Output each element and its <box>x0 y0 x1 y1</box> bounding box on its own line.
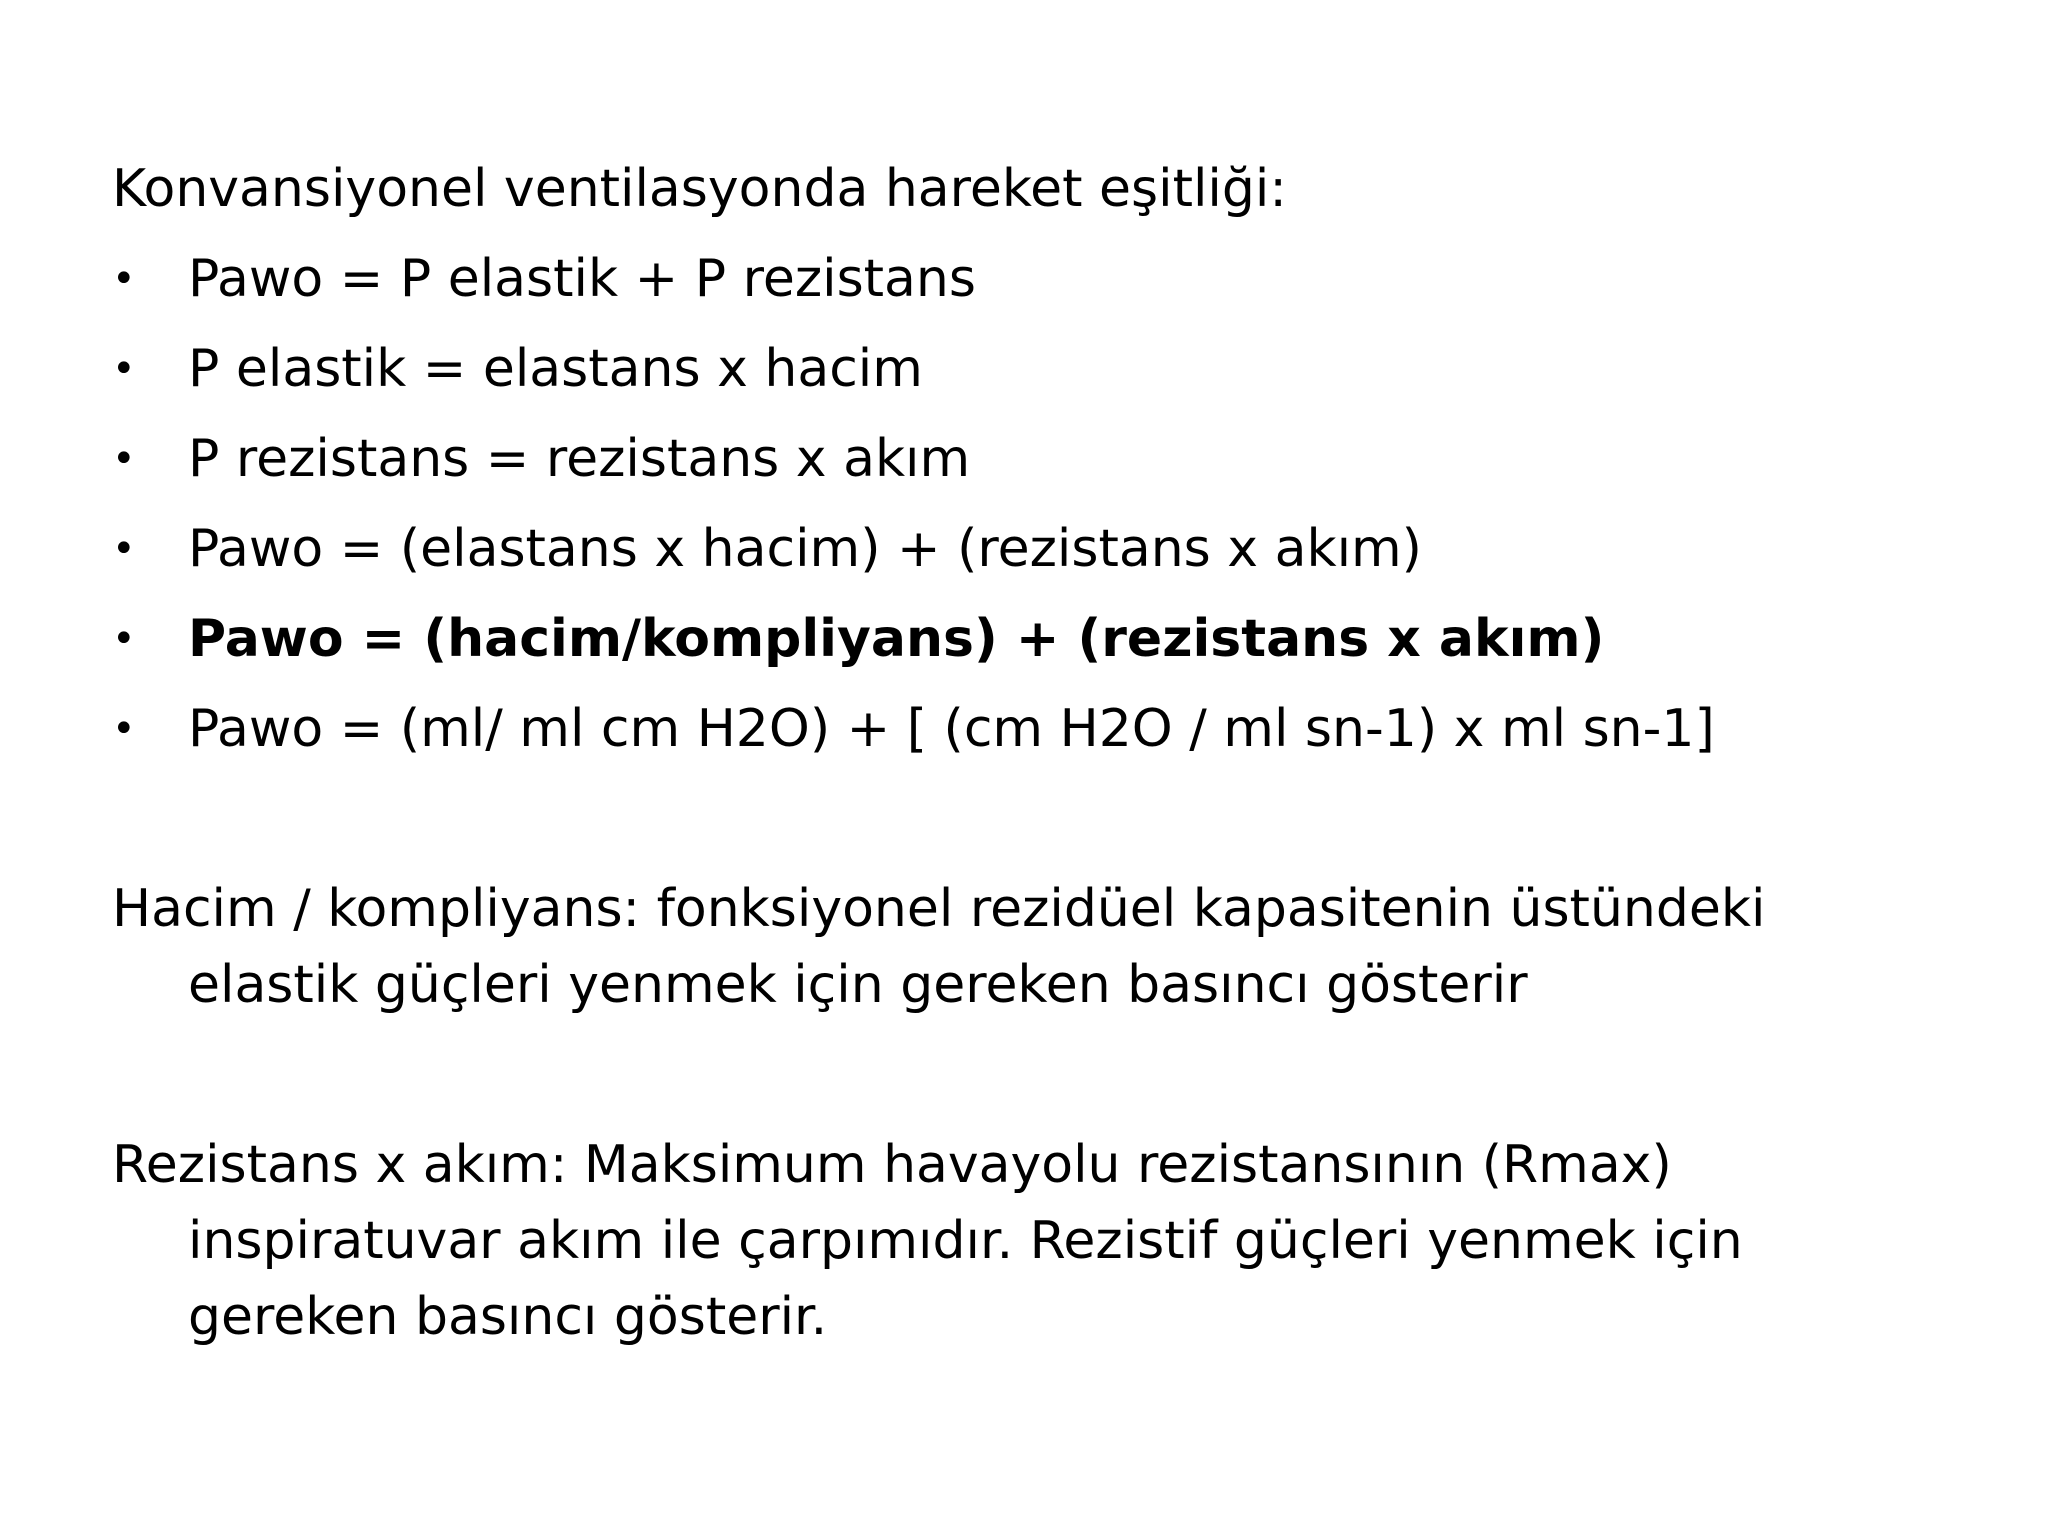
bullet-icon: • <box>112 256 136 302</box>
bullet-item <box>0 240 2048 318</box>
bullet-icon: • <box>112 706 136 752</box>
bullet-item <box>0 600 2048 678</box>
bullet-text: Pawo = P elastik + P rezistans <box>188 249 976 309</box>
bullet-text: Pawo = (ml/ ml cm H2O) + [ (cm H2O / ml sn-1) x ml sn-1] <box>188 699 1715 759</box>
paragraph-compliance-line-1: Hacim / kompliyans: fonksiyonel rezidüel kapasitenin üstündeki <box>112 879 1766 939</box>
bullet-text-bold: Pawo = (hacim/kompliyans) + (rezistans x akım) <box>188 609 1605 669</box>
bullet-item <box>0 330 2048 408</box>
bullet-text: P elastik = elastans x hacim <box>188 339 923 399</box>
bullet-text: Pawo = (elastans x hacim) + (rezistans x akım) <box>188 519 1422 579</box>
bullet-icon: • <box>112 436 136 482</box>
bullet-icon: • <box>112 616 136 662</box>
heading: Konvansiyonel ventilasyonda hareket eşitliği: <box>112 159 1287 219</box>
bullet-text: P rezistans = rezistans x akım <box>188 429 971 489</box>
bullet-item <box>0 510 2048 588</box>
bullet-icon: • <box>112 346 136 392</box>
bullet-item <box>0 420 2048 498</box>
paragraph-resistance-line-3: gereken basıncı gösterir. <box>188 1287 828 1347</box>
bullet-item <box>0 690 2048 768</box>
paragraph-resistance-line-2: inspiratuvar akım ile çarpımıdır. Rezistif güçleri yenmek için <box>188 1211 1743 1271</box>
bullet-icon: • <box>112 526 136 572</box>
paragraph-compliance-line-2: elastik güçleri yenmek için gereken basıncı gösterir <box>188 955 1528 1015</box>
paragraph-resistance-line-1: Rezistans x akım: Maksimum havayolu rezistansının (Rmax) <box>112 1135 1672 1195</box>
